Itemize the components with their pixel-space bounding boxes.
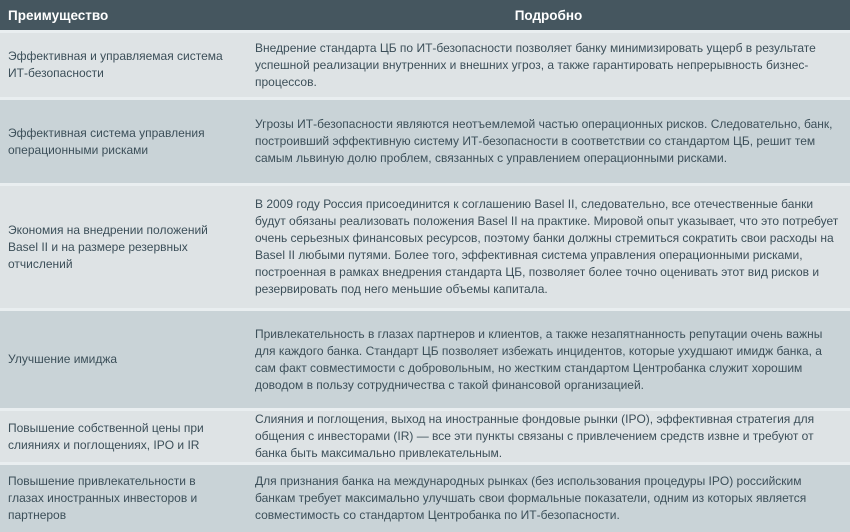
table-row (0, 186, 850, 308)
details-cell: В 2009 году Россия присоединится к соглашению Basel II, следовательно, все отечественные банки будут обязаны реализовать положения Basel II на практике. Мировой опыт указывает, что это потребует очень серьезных финансовых ресурсов, поэтому банки должны стремиться сократить свои расходы на Basel II любыми путями. Более того, эффективная система управления операционными рисками, построенная в рамках внедрения стандарта ЦБ, позволяет более точно оценивать этот вид рисков и резервировать под него меньшие объемы капитала. (255, 197, 839, 296)
advantage-cell: Экономия на внедрении положений Basel II и на размере резервных отчислений (8, 222, 208, 271)
table-row (0, 33, 850, 97)
advantage-cell: Эффективная и управляемая система ИТ-безопасности (8, 49, 223, 80)
table-row (0, 411, 850, 462)
table-row (0, 100, 850, 183)
advantage-cell: Повышение собственной цены при слияниях и поглощениях, IPO и IR (8, 420, 204, 452)
details-cell: Угрозы ИТ-безопасности являются неотъемлемой частью операционных рисков. Следовательно, банк, построивший эффективную систему ИТ-безопасности в соответствии со стандартом ЦБ, решит тем самым львиную долю проблем, связанных с управлением операционными рисками. (255, 117, 833, 165)
header-details: Подробно (514, 7, 583, 23)
advantage-cell: Повышение привлекательности в глазах иностранных инвесторов и партнеров (8, 474, 198, 522)
details-cell: Слияния и поглощения, выход на иностранные фондовые рынки (IPO), эффективная стратегия для общения с инвесторами (IR) — все эти пункты связаны с привлечением средств извне и требуют от банка быть максимально привлекательным. (255, 412, 815, 460)
details-cell: Внедрение стандарта ЦБ по ИТ-безопасности позволяет банку минимизировать ущерб в результате успешной реализации внутренних и внешних угроз, а также гарантировать непрерывность бизнес-процессов. (255, 40, 816, 89)
table-row (0, 465, 850, 532)
details-cell: Привлекательность в глазах партнеров и клиентов, а также незапятнанность репутации очень важны для каждого банка. Стандарт ЦБ позволяет избежать инцидентов, которые ухудшают имидж банка, а сам факт совместимости с добровольным, но жестким стандартом Центробанка служит хорошим доводом в пользу сотрудничества с такой финансовой организацией. (255, 326, 823, 392)
advantage-cell: Улучшение имиджа (8, 352, 118, 366)
advantage-cell: Эффективная система управления операционными рисками (8, 125, 205, 157)
header-advantage: Преимущество (8, 7, 109, 23)
table-row (0, 311, 850, 408)
table-header-row (0, 0, 850, 30)
details-cell: Для признания банка на международных рынках (без использования процедуры IPO) российским банкам требует максимально улучшать свои формальные показатели, одним из которых является совместимость со стандартом Центробанка по ИТ-безопасности. (255, 474, 807, 522)
